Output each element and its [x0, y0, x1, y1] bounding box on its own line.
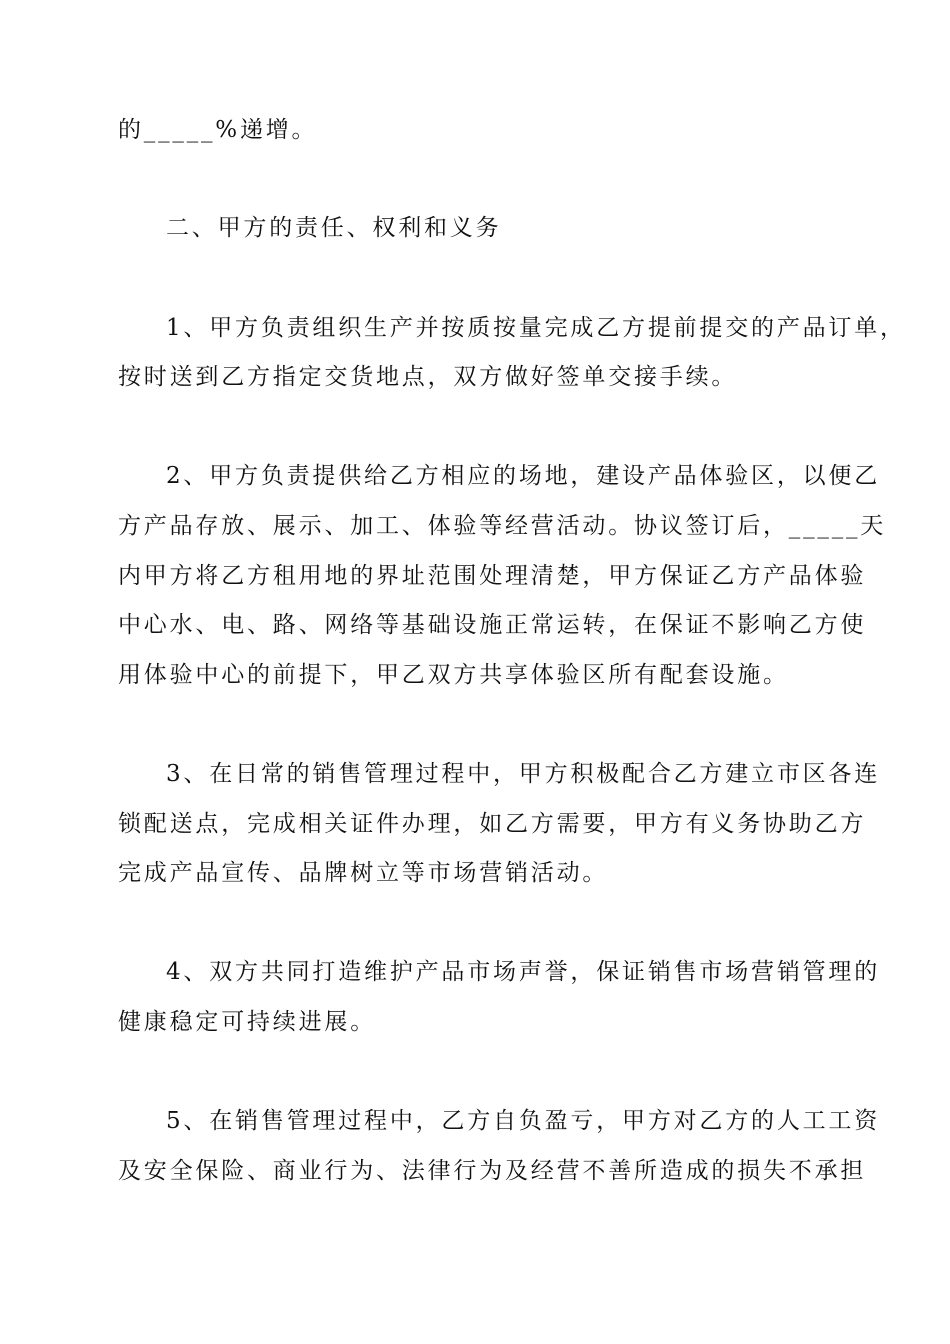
- clause-3-line-2: 锁配送点，完成相关证件办理，如乙方需要，甲方有义务协助乙方: [118, 811, 867, 837]
- clause-1-line-1: 1、甲方负责组织生产并按质按量完成乙方提前提交的产品订单，: [166, 315, 906, 341]
- clause-2-line-3: 内甲方将乙方租用地的界址范围处理清楚，甲方保证乙方产品体验: [118, 563, 867, 589]
- clause-4-line-2: 健康稳定可持续进展。: [118, 1009, 376, 1035]
- clause-5-line-1: 5、在销售管理过程中，乙方自负盈亏，甲方对乙方的人工工资: [166, 1108, 881, 1134]
- clause-2-line-4: 中心水、电、路、网络等基础设施正常运转，在保证不影响乙方使: [118, 612, 867, 638]
- clause-2-line-5: 用体验中心的前提下，甲乙双方共享体验区所有配套设施。: [118, 662, 789, 688]
- clause-2-line-1: 2、甲方负责提供给乙方相应的场地，建设产品体验区，以便乙: [166, 463, 881, 489]
- section-heading: 二、甲方的责任、权利和义务: [166, 215, 502, 241]
- text-line: 的_____%递增。: [118, 117, 318, 143]
- clause-3-line-1: 3、在日常的销售管理过程中，甲方积极配合乙方建立市区各连: [166, 761, 881, 787]
- clause-2-line-2: 方产品存放、展示、加工、体验等经营活动。协议签订后，_____天: [118, 513, 887, 539]
- clause-4-line-1: 4、双方共同打造维护产品市场声誉，保证销售市场营销管理的: [166, 959, 881, 985]
- clause-5-line-2: 及安全保险、商业行为、法律行为及经营不善所造成的损失不承担: [118, 1158, 867, 1184]
- clause-1-line-2: 按时送到乙方指定交货地点，双方做好签单交接手续。: [118, 364, 738, 390]
- clause-3-line-3: 完成产品宣传、品牌树立等市场营销活动。: [118, 860, 609, 886]
